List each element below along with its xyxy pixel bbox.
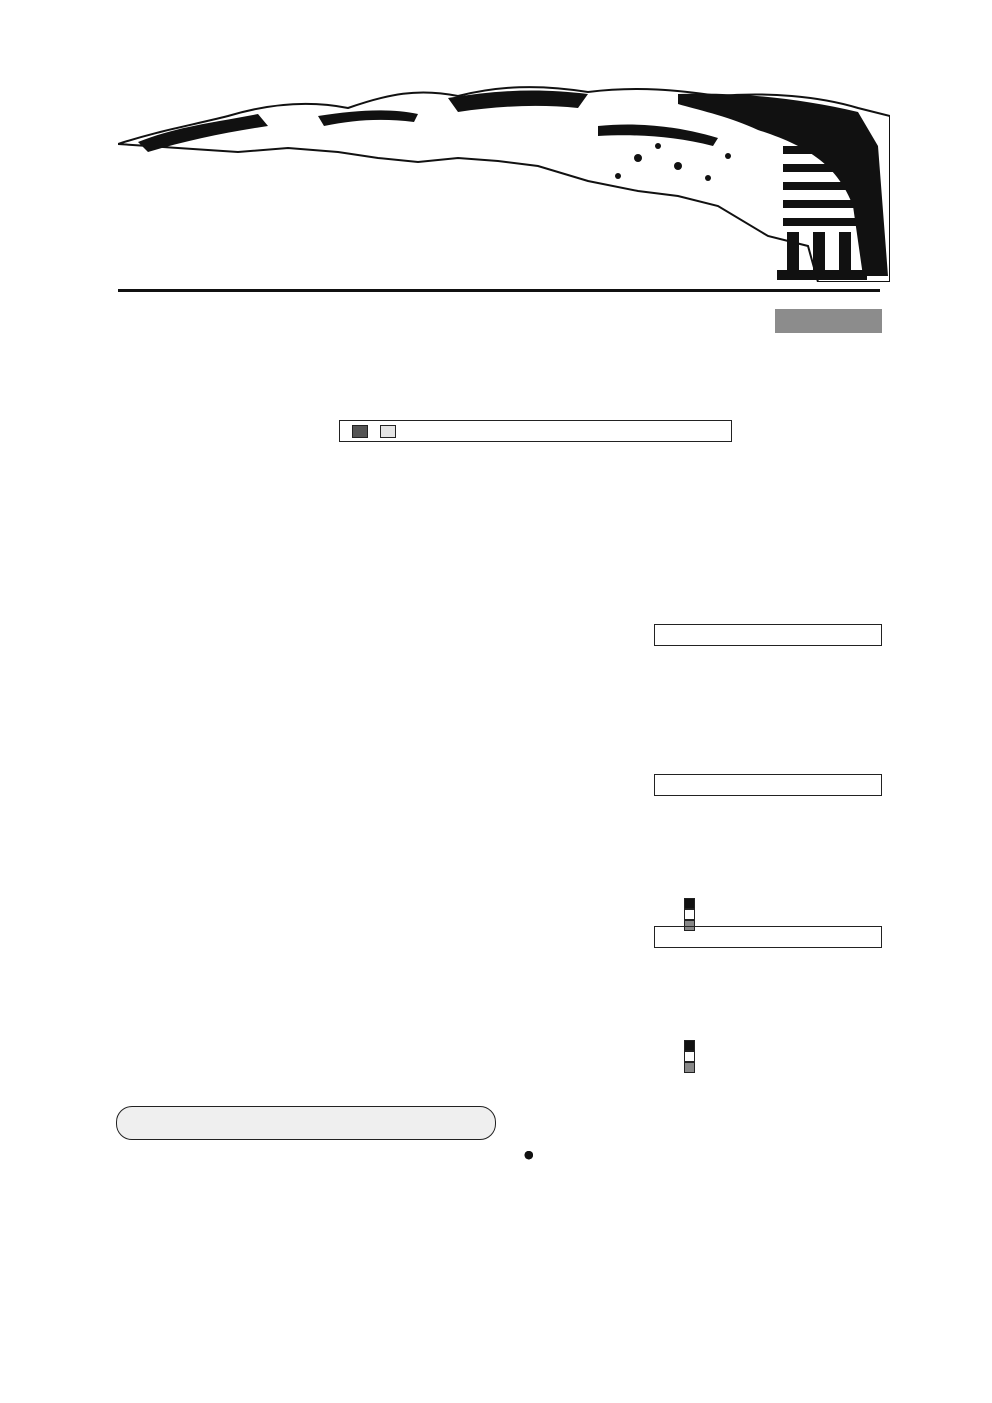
- chart-legend: [339, 420, 732, 442]
- sansu-legend-item: [684, 909, 882, 920]
- rika-legend-item: [684, 1040, 882, 1051]
- rika-legend-item: [684, 1051, 882, 1062]
- sansu-legend-item: [684, 898, 882, 909]
- kokugo-side-plot: [654, 646, 882, 786]
- rika-side-plot: [654, 948, 882, 1040]
- subject-charts: [116, 446, 880, 576]
- author-redaction: [775, 309, 882, 333]
- dotted-divider: [118, 1079, 878, 1087]
- kokugo-side-chart: [654, 624, 882, 790]
- goal-text-left: [116, 1184, 496, 1205]
- goal-text-right: [522, 1104, 884, 1145]
- sansu-side-plot: [654, 796, 882, 896]
- legend-school-swatch: [380, 425, 396, 438]
- survey-paragraph: [116, 386, 886, 406]
- rika-legend: [654, 1040, 882, 1073]
- masthead-rule: [118, 289, 880, 292]
- masthead-artwork: [118, 86, 890, 282]
- kokugo-side-title: [654, 624, 882, 646]
- monthly-goal-heading: [116, 1106, 496, 1140]
- legend-ward-swatch: [352, 425, 368, 438]
- conclusion-paragraph: [116, 962, 642, 982]
- sansu-side-title: [654, 774, 882, 796]
- goal-right-paragraph: [522, 1125, 884, 1146]
- rika-legend-item: [684, 1062, 882, 1073]
- intro-paragraph: [116, 346, 886, 366]
- analysis-paragraph: [116, 578, 886, 598]
- sansu-side-chart: [654, 774, 882, 931]
- rika-side-chart: [654, 926, 882, 1073]
- rika-side-title: [654, 926, 882, 948]
- goal-right-paragraph: [522, 1104, 884, 1125]
